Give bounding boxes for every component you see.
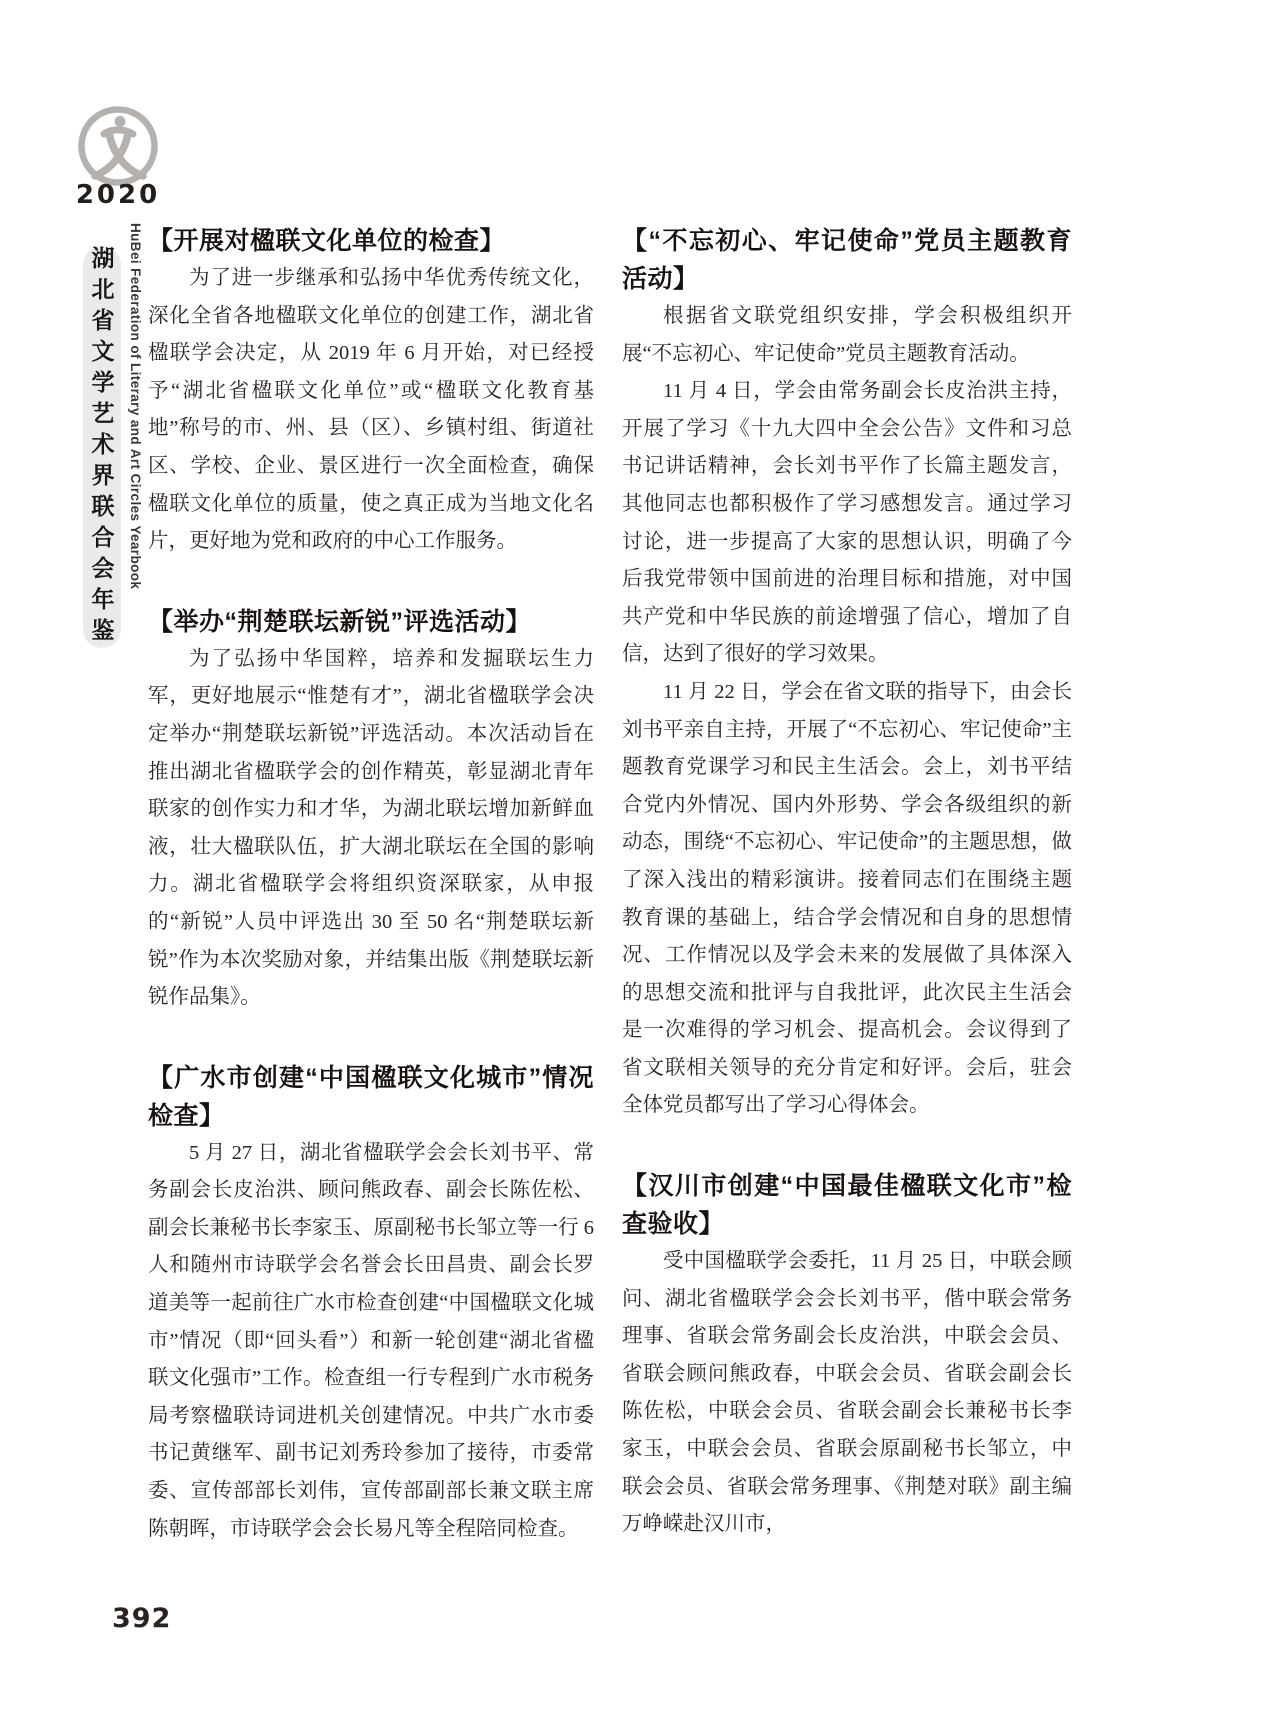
section-paragraph: 11 月 4 日，学会由常务副会长皮治洪主持，开展了学习《十九大四中全会公告》文件和习总书记讲话精神，会长刘书平作了长篇主题发言，其他同志也都积极作了学习感想发言。通过学习讨论，进一步提高了大家的思想认识，明确了今后我党带领中国前进的治理目标和措施，对中国共产党和中华民族的前途增强了信心，增加了自信，达到了很好的学习效果。 xyxy=(622,380,1072,666)
section-paragraph: 为了进一步继承和弘扬中华优秀传统文化，深化全省各地楹联文化单位的创建工作，湖北省楹联学会决定，从 2019 年 6 月开始，对已经授予“湖北省楹联文化单位”或“楹联文化教育基地”称号的市、州、县（区）、乡镇村组、街道社区、学校、企业、景区进行一次全面检查，确保楹联文化单位的质量，使之真正成为当地文化名片，更好地为党和政府的中心工作服务。 xyxy=(148,267,594,553)
section-paragraph: 11 月 22 日，学会在省文联的指导下，由会长刘书平亲自主持，开展了“不忘初心、牢记使命”主题教育党课学习和民主生活会。会上，刘书平结合党内外情况、国内外形势、学会各级组织的新动态，围绕“不忘初心、牢记使命”的主题思想，做了深入浅出的精彩演讲。接着同志们在围绕主题教育课的基础上，结合学会情况和自身的思想情况、工作情况以及学会未来的发展做了具体深入的思想交流和批评与自我批评，此次民主生活会是一次难得的学习机会、提高机会。会议得到了省文联相关领导的充分肯定和好评。会后，驻会全体党员都写出了学习心得体会。 xyxy=(622,680,1072,1117)
section-paragraph: 为了弘扬中华国粹，培养和发掘联坛生力军，更好地展示“惟楚有才”，湖北省楹联学会决定举办“荆楚联坛新锐”评选活动。本次活动旨在推出湖北省楹联学会的创作精英，彰显湖北青年联家的创作实力和才华，为湖北联坛增加新鲜血液，壮大楹联队伍，扩大湖北联坛在全国的影响力。湖北省楹联学会将组织资深联家，从申报的“新锐”人员中评选出 30 至 50 名“荆楚联坛新锐”作为本次奖励对象，并结集出版《荆楚联坛新锐作品集》。 xyxy=(148,647,594,1009)
sidebar-title-cn: 湖北省文学艺术界联合会年鉴 xyxy=(88,245,115,649)
section-paragraph: 受中国楹联学会委托，11 月 25 日，中联会顾问、湖北省楹联学会会长刘书平，偕中联会常务理事、省联会常务副会长皮治洪，中联会会员、省联会顾问熊政春，中联会会员、省联会副会长陈佐松，中联会会员、省联会副会长兼秘书长李家玉，中联会会员、省联会原副秘书长邹立，中联会会员、省联会常务理事、《荆楚对联》副主编万峥嵘赴汉川市， xyxy=(622,1250,1072,1536)
sidebar-title-en: HuBei Federation of Literary and Art Circles Yearbook xyxy=(128,223,143,590)
column-left xyxy=(148,222,594,1548)
section-title: 【开展对楹联文化单位的检查】 xyxy=(148,227,506,255)
section-paragraph: 5 月 27 日，湖北省楹联学会会长刘书平、常务副会长皮治洪、顾问熊政春、副会长陈佐松、副会长兼秘书长李家玉、原副秘书长邹立等一行 6 人和随州市诗联学会名誉会长田昌贵、副会长罗道美等一起前往广水市检查创建“中国楹联文化城市”情况（即“回头看”）和新一轮创建“湖北省楹联文化强市”工作。检查组一行专程到广水市税务局考察楹联诗词进机关创建情况。中共广水市委书记黄继军、副书记刘秀玲参加了接待，市委常委、宣传部部长刘伟，宣传部副部长兼文联主席陈朝晖，市诗联学会会长易凡等全程陪同检查。 xyxy=(148,1141,594,1540)
federation-logo-icon xyxy=(76,104,160,188)
sidebar-title-pill xyxy=(83,246,121,648)
section-paragraph: 根据省文联党组织安排，学会积极组织开展“不忘初心、牢记使命”党员主题教育活动。 xyxy=(622,305,1072,365)
section-title: 【广水市创建“中国楹联文化城市”情况检查】 xyxy=(148,1063,594,1130)
year-label: 2020 xyxy=(75,180,161,210)
section-title: 【汉川市创建“中国最佳楹联文化市”检查验收】 xyxy=(622,1172,1072,1239)
section-title: 【举办“荆楚联坛新锐”评选活动】 xyxy=(148,607,532,636)
column-right xyxy=(622,222,1072,1544)
page-number: 392 xyxy=(112,1603,172,1634)
section-title: 【“不忘初心、牢记使命”党员主题教育活动】 xyxy=(622,227,1072,293)
